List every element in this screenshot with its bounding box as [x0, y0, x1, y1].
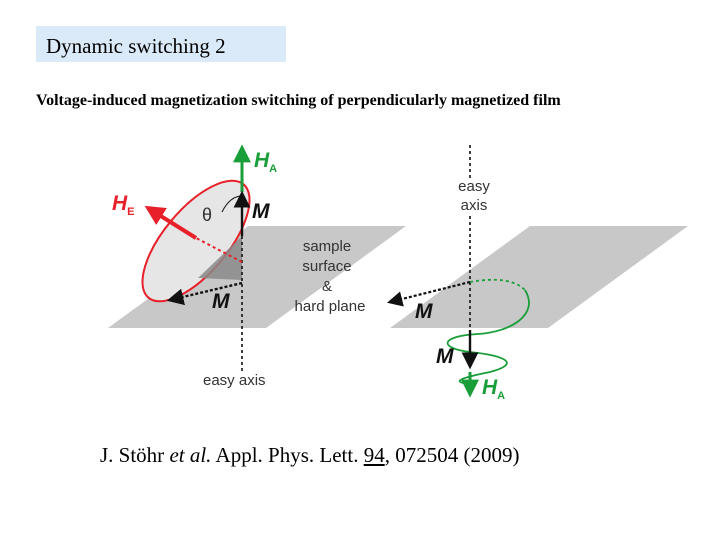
center-label-sample: sample	[302, 238, 352, 255]
he-label: $H_E$	[112, 192, 135, 218]
left-easy-axis-label: easy axis	[203, 372, 266, 389]
right-axis-label: axis	[460, 197, 488, 214]
right-easy-label: easy	[458, 178, 490, 195]
right-sample-plane	[390, 226, 688, 328]
right-ha-label: $H_A$	[482, 376, 506, 402]
slide-subtitle: Voltage-induced magnetization switching of perpendicularly magnetized film	[36, 92, 561, 109]
center-label-hard-plane: hard plane	[294, 298, 366, 315]
slide-title: Dynamic switching 2	[46, 34, 226, 58]
citation-volume: 94	[363, 443, 385, 467]
citation-etal: et al.	[169, 443, 212, 467]
left-m-top-label: M	[252, 200, 270, 223]
citation-authors: J. Stöhr	[100, 443, 165, 467]
citation-journal: Appl. Phys. Lett.	[215, 443, 359, 467]
right-m-plane-label: M	[415, 300, 433, 323]
left-ha-label: $H_A$	[254, 149, 278, 175]
theta-label: θ	[202, 205, 213, 225]
citation-rest: , 072504 (2009)	[384, 443, 520, 467]
left-m-bottom-label: M	[212, 290, 230, 313]
center-label-surface: surface	[302, 258, 352, 275]
citation	[100, 443, 519, 468]
right-m-bottom-label: M	[436, 345, 454, 368]
center-label-amp: &	[321, 278, 333, 295]
